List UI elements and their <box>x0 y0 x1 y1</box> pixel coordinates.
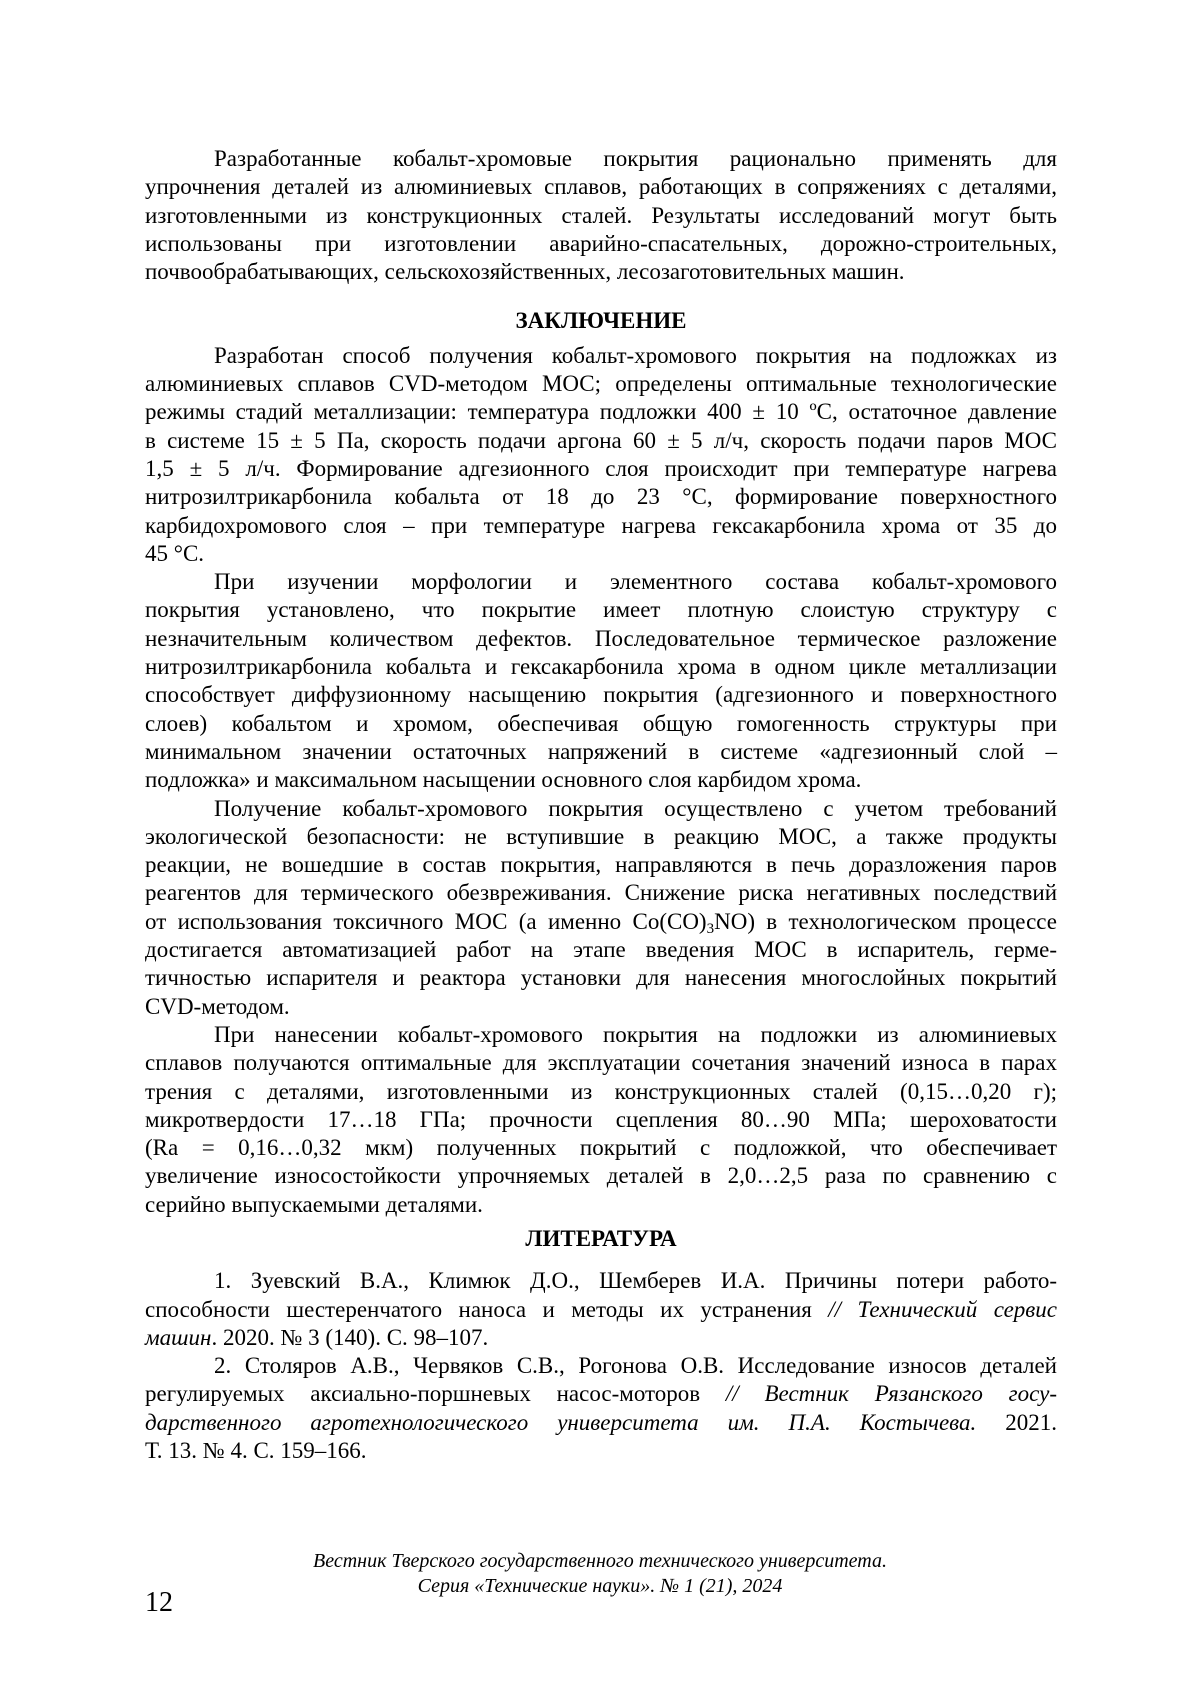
page-number: 12 <box>145 1587 173 1618</box>
text-line <box>145 1078 1057 1106</box>
text-line <box>145 455 1057 483</box>
text-run: микротвердости 17…18 ГПа; прочности сцепления 80…90 МПа; шероховатости <box>145 1106 1057 1132</box>
journal-title: Вестник Тверского государственного технического университета. <box>313 1550 887 1572</box>
text-line <box>145 370 1057 398</box>
italic-text: машин <box>145 1324 212 1350</box>
text-line <box>145 427 1057 455</box>
text-line <box>145 823 1057 851</box>
text-line <box>145 512 1057 540</box>
text-run: нитрозилтрикарбонила кобальта и гексакарбонила хрома в одном цикле металлизации <box>145 654 1057 680</box>
subscript-text: 3 <box>706 920 715 937</box>
text-run: минимальном значении остаточных напряжений в системе «адгезионный слой – <box>145 738 1057 764</box>
text-line <box>145 1267 1057 1295</box>
reference-2 <box>145 1352 1057 1465</box>
document-content <box>145 145 1057 1465</box>
text-run: (Ra = 0,16…0,32 мкм) полученных покрытий с подложкой, что обеспечивает <box>145 1135 1057 1161</box>
text-run: регулируемых аксиально-поршневых насос-моторов <box>145 1381 726 1407</box>
text-line <box>145 936 1057 964</box>
conclusion-heading: ЗАКЛЮЧЕНИЕ <box>515 308 687 334</box>
text-run: Т. 13. № 4. С. 159–166. <box>145 1438 367 1464</box>
text-run: 1. Зуевский В.А., Климюк Д.О., Шемберев И.А. Причины потери работо- <box>214 1268 1057 1294</box>
text-line <box>145 1324 1057 1352</box>
text-run: сплавов получаются оптимальные для эксплуатации сочетания значений износа в парах <box>145 1050 1057 1076</box>
text-run: способствует диффузионному насыщению покрытия (адгезионного и поверхностного <box>145 682 1057 708</box>
text-run: реакции, не вошедшие в состав покрытия, направляются в печь доразложения паров <box>145 852 1057 878</box>
text-run: тичностью испарителя и реактора установки для нанесения многослойных покрытий <box>145 965 1057 991</box>
text-run: слоев) кобальтом и хромом, обеспечивая общую гомогенность структуры при <box>145 710 1057 736</box>
text-run: экологической безопасности: не вступившие в реакцию МОС, а также продукты <box>145 823 1057 849</box>
text-run: . 2020. № 3 (140). С. 98–107. <box>211 1324 489 1350</box>
literature-heading: ЛИТЕРАТУРА <box>525 1225 677 1251</box>
text-run: покрытия установлено, что покрытие имеет плотную слоистую структуру с <box>145 597 1057 623</box>
text-line <box>145 879 1057 907</box>
text-run: алюминиевых сплавов CVD-методом МОС; определены оптимальные технологические <box>145 371 1057 397</box>
text-run: изготовленными из конструкционных сталей. Результаты исследований могут быть <box>145 202 1057 228</box>
text-run: трения с деталями, изготовленными из конструкционных сталей (0,15…0,20 г); <box>145 1078 1057 1104</box>
text-run: в системе 15 ± 5 Па, скорость подачи аргона 60 ± 5 л/ч, скорость подачи паров МОС <box>145 427 1057 453</box>
text-line <box>145 1380 1057 1408</box>
text-run: Разработан способ получения кобальт-хромового покрытия на подложках из <box>214 342 1057 368</box>
text-line <box>145 653 1057 681</box>
text-run: почвообрабатывающих, сельскохозяйственных, лесозаготовительных машин. <box>145 259 905 285</box>
text-run: использованы при изготовлении аварийно-спасательных, дорожно-строительных, <box>145 230 1057 256</box>
conclusion-paragraph-4 <box>145 1021 1057 1219</box>
text-run: карбидохромового слоя – при температуре нагрева гексакарбонила хрома от 35 до <box>145 512 1057 538</box>
text-line <box>145 1162 1057 1190</box>
text-line <box>145 1106 1057 1134</box>
text-run: 1,5 ± 5 л/ч. Формирование адгезионного слоя происходит при температуре нагрева <box>145 455 1057 481</box>
text-run: При нанесении кобальт-хромового покрытия на подложки из алюминиевых <box>214 1021 1057 1047</box>
text-line <box>145 568 1057 596</box>
text-line <box>145 625 1057 653</box>
conclusion-paragraph-1 <box>145 342 1057 568</box>
text-run: Получение кобальт-хромового покрытия осуществлено с учетом требований <box>214 795 1057 821</box>
text-run: нитрозилтрикарбонила кобальта от 18 до 23 °С, формирование поверхностного <box>145 484 1057 510</box>
text-line <box>145 202 1057 230</box>
text-run: режимы стадий металлизации: температура подложки 400 ± 10 ºС, остаточное давление <box>145 399 1057 425</box>
conclusion-paragraph-2 <box>145 568 1057 794</box>
text-line <box>145 681 1057 709</box>
text-line <box>145 795 1057 823</box>
text-line <box>145 1021 1057 1049</box>
text-run: При изучении морфологии и элементного состава кобальт-хромового <box>214 569 1057 595</box>
text-run: CVD-методом. <box>145 993 290 1019</box>
text-run: от использования токсичного МОС (а именно Co(CO) <box>145 908 707 934</box>
text-line <box>145 398 1057 426</box>
reference-1 <box>145 1267 1057 1352</box>
text-line <box>145 1049 1057 1077</box>
text-line <box>145 145 1057 173</box>
text-line <box>145 908 1057 936</box>
conclusion-paragraph-3 <box>145 795 1057 1021</box>
text-run: увеличение износостойкости упрочняемых деталей в 2,0…2,5 раза по сравнению с <box>145 1163 1057 1189</box>
text-line <box>145 1409 1057 1437</box>
text-line <box>145 1352 1057 1380</box>
italic-text: // Вестник Рязанского госу- <box>725 1381 1057 1407</box>
italic-text: дарственного агротехнологического университета им. П.А. Костычева. <box>145 1409 977 1435</box>
text-line <box>145 342 1057 370</box>
text-line <box>145 483 1057 511</box>
text-line <box>145 1296 1057 1324</box>
journal-footer <box>0 1549 1200 1598</box>
text-run: NO) в технологическом процессе <box>714 908 1057 934</box>
text-run: достигается автоматизацией работ на этапе введения МОС в испаритель, герме- <box>145 937 1057 963</box>
text-run: упрочнения деталей из алюминиевых сплавов, работающих в сопряжениях с деталями, <box>145 174 1057 200</box>
text-line <box>145 173 1057 201</box>
text-run: 45 °С. <box>145 540 205 566</box>
text-line <box>145 230 1057 258</box>
italic-text: // Технический сервис <box>828 1296 1057 1322</box>
text-run: подложка» и максимальном насыщении основного слоя карбидом хрома. <box>145 767 862 793</box>
text-line <box>145 738 1057 766</box>
text-run: незначительным количеством дефектов. Последовательное термическое разложение <box>145 625 1057 651</box>
text-line <box>145 1134 1057 1162</box>
text-line <box>145 964 1057 992</box>
text-line <box>145 851 1057 879</box>
text-line <box>145 1191 1057 1219</box>
text-run: реагентов для термического обезвреживания. Снижение риска негативных последствий <box>145 880 1057 906</box>
text-line <box>145 258 1057 286</box>
text-run: 2. Столяров А.В., Червяков С.В., Рогонова О.В. Исследование износов деталей <box>214 1353 1057 1379</box>
text-line <box>145 1437 1057 1465</box>
text-line <box>145 710 1057 738</box>
text-run: способности шестеренчатого наноса и методы их устранения <box>145 1296 829 1322</box>
text-run: серийно выпускаемыми деталями. <box>145 1191 483 1217</box>
text-line <box>145 766 1057 794</box>
text-run: 2021. <box>976 1409 1057 1435</box>
text-line <box>145 540 1057 568</box>
text-line <box>145 596 1057 624</box>
intro-paragraph <box>145 145 1057 286</box>
text-run: Разработанные кобальт-хромовые покрытия рационально применять для <box>214 146 1057 171</box>
text-line <box>145 993 1057 1021</box>
journal-issue: Серия «Технические науки». № 1 (21), 2024 <box>417 1574 783 1597</box>
